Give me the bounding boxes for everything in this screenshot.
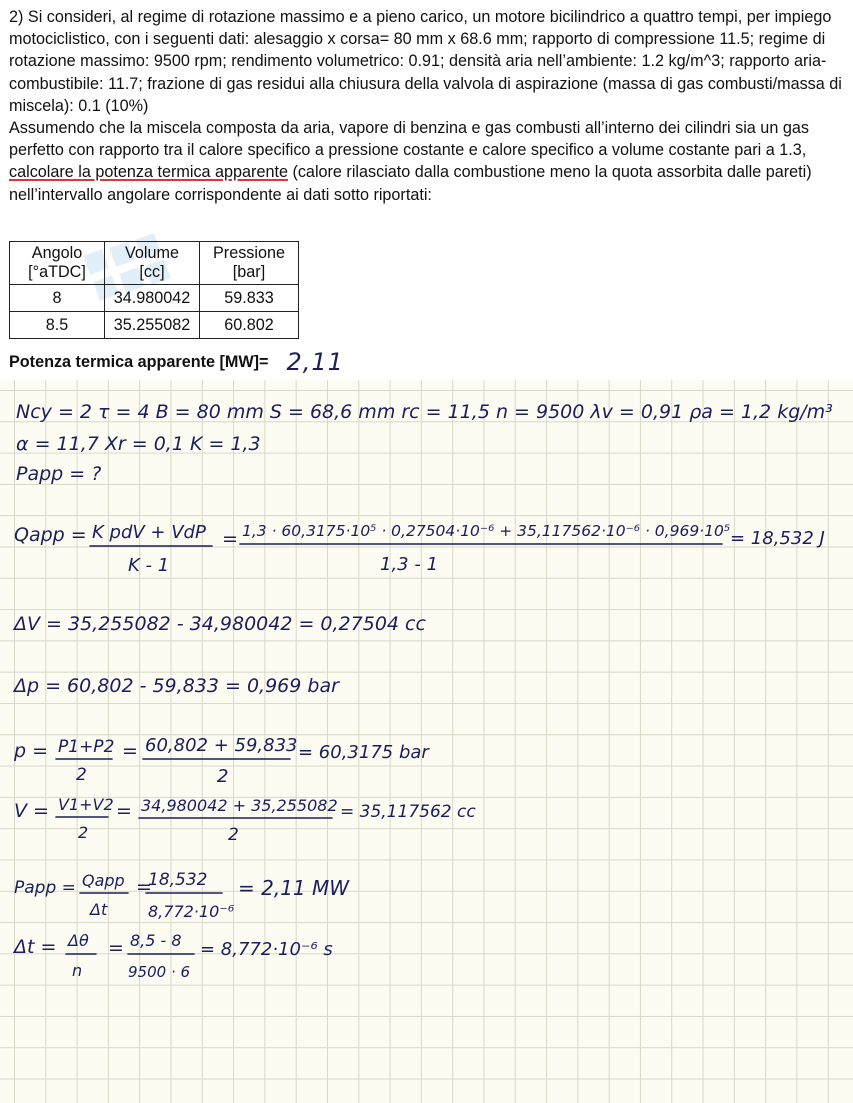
v-mean-calc-denominator: 2: [228, 825, 239, 845]
papp-formula-denominator: Δt: [90, 900, 108, 919]
given-data-line-1: Ncy = 2 τ = 4 B = 80 mm S = 68,6 mm rc = 11,5 n = 9500 λv = 0,91 ρa = 1,2 kg/m³: [16, 401, 833, 423]
table-header-row: [10, 242, 299, 285]
delta-p-line: Δp = 60,802 - 59,833 = 0,969 bar: [14, 675, 339, 697]
v-mean-lhs: V =: [14, 800, 49, 822]
unknown-line: Papp = ?: [16, 463, 102, 485]
p-mean-formula-denominator: 2: [76, 765, 87, 785]
header-angle: [10, 242, 105, 285]
p-mean-equals: =: [122, 740, 138, 762]
cell-angle: 8: [10, 285, 105, 312]
p-mean-lhs: p =: [14, 740, 49, 762]
papp-equals: =: [136, 876, 152, 898]
result-row: [9, 348, 344, 376]
cell-pressure: 59.833: [200, 285, 299, 312]
problem-paragraph-1: 2) Si consideri, al regime di rotazione massimo e a pieno carico, un motore bicilindrico a quattro tempi, per impiego motociclistico, con i seguenti dati: alesaggio x corsa= 80 mm x 68.6 mm; rapporto di compressione 11.5; regime di rotazione massimo: 9500 rpm; rendimento volumetrico: 0.91; densità aria nell’ambiente: 1.2 kg/m^3; rapporto aria-combustibile: 11.7; frazione di gas residui alla chiusura della valvola di aspirazione (massa di gas combusti/massa di miscela): 0.1 (10%): [9, 8, 842, 115]
dt-calc-denominator: 9500 · 6: [128, 963, 191, 981]
p-mean-calc-numerator: 60,802 + 59,833: [145, 735, 298, 756]
qapp-formula-numerator: K pdV + VdP: [92, 522, 206, 543]
dt-formula-denominator: n: [72, 961, 83, 980]
qapp-calc-numerator: 1,3 · 60,3175·10⁵ · 0,27504·10⁻⁶ + 35,117562·10⁻⁶ · 0,969·10⁵: [242, 522, 731, 540]
problem-text: [9, 6, 849, 206]
table-row: [10, 285, 299, 312]
v-mean-equals: =: [116, 800, 132, 822]
qapp-result: = 18,532 J: [730, 528, 825, 549]
cell-angle: 8.5: [10, 312, 105, 339]
problem-highlight: calcolare la potenza termica apparente: [9, 163, 288, 182]
p-mean-result: = 60,3175 bar: [298, 742, 429, 763]
header-pressure: [200, 242, 299, 285]
papp-calc-denominator: 8,772·10⁻⁶: [148, 902, 235, 921]
header-angle-text: Angolo [°aTDC]: [28, 244, 86, 281]
header-volume: [105, 242, 200, 285]
result-value-handwritten: 2,11: [286, 348, 344, 376]
qapp-calc-denominator: 1,3 - 1: [380, 554, 439, 575]
papp-calc-numerator: 18,532: [148, 870, 208, 890]
qapp-equals: =: [222, 528, 238, 550]
dt-equals: =: [108, 937, 124, 959]
dt-lhs: Δt =: [14, 936, 57, 958]
papp-formula-numerator: Qapp: [82, 871, 125, 890]
result-label: Potenza termica apparente [MW]=: [9, 352, 269, 371]
dt-formula-numerator: Δθ: [68, 931, 89, 950]
qapp-lhs: Qapp =: [14, 524, 87, 546]
given-data-line-2: α = 11,7 Xr = 0,1 K = 1,3: [16, 433, 261, 455]
papp-lhs: Papp =: [14, 878, 76, 898]
table-row: [10, 312, 299, 339]
p-mean-formula-numerator: P1+P2: [58, 737, 115, 757]
problem-section: [0, 0, 853, 380]
problem-paragraph-2: [9, 117, 849, 206]
qapp-formula-denominator: K - 1: [128, 555, 170, 576]
dt-calc-numerator: 8,5 - 8: [130, 931, 182, 950]
problem-paragraph-2-end: (calore rilasciato dalla combustione meno la quota assorbita dalle pareti) nell’intervallo angolare corrispondente ai dati sotto riportati:: [9, 163, 812, 204]
papp-result: = 2,11 MW: [238, 876, 350, 900]
v-mean-formula-numerator: V1+V2: [58, 795, 114, 814]
handwritten-notes: [0, 380, 853, 1103]
data-table: [9, 241, 299, 339]
v-mean-formula-denominator: 2: [78, 823, 89, 842]
cell-pressure: 60.802: [200, 312, 299, 339]
header-pressure-text: Pressione [bar]: [213, 244, 285, 281]
v-mean-calc-numerator: 34,980042 + 35,255082: [141, 796, 338, 815]
p-mean-calc-denominator: 2: [217, 766, 229, 787]
notes-canvas: [0, 380, 853, 1103]
cell-volume: 35.255082: [105, 312, 200, 339]
cell-volume: 34.980042: [105, 285, 200, 312]
dt-result: = 8,772·10⁻⁶ s: [200, 939, 333, 960]
v-mean-result: = 35,117562 cc: [340, 802, 476, 822]
delta-v-line: ΔV = 35,255082 - 34,980042 = 0,27504 cc: [14, 613, 426, 635]
problem-paragraph-2-start: Assumendo che la miscela composta da aria, vapore di benzina e gas combusti all’interno dei cilindri sia un gas perfetto con rapporto tra il calore specifico a pressione costante e calore specifico a volume costante pari a 1.3,: [9, 119, 809, 160]
header-volume-text: Volume [cc]: [125, 244, 179, 281]
